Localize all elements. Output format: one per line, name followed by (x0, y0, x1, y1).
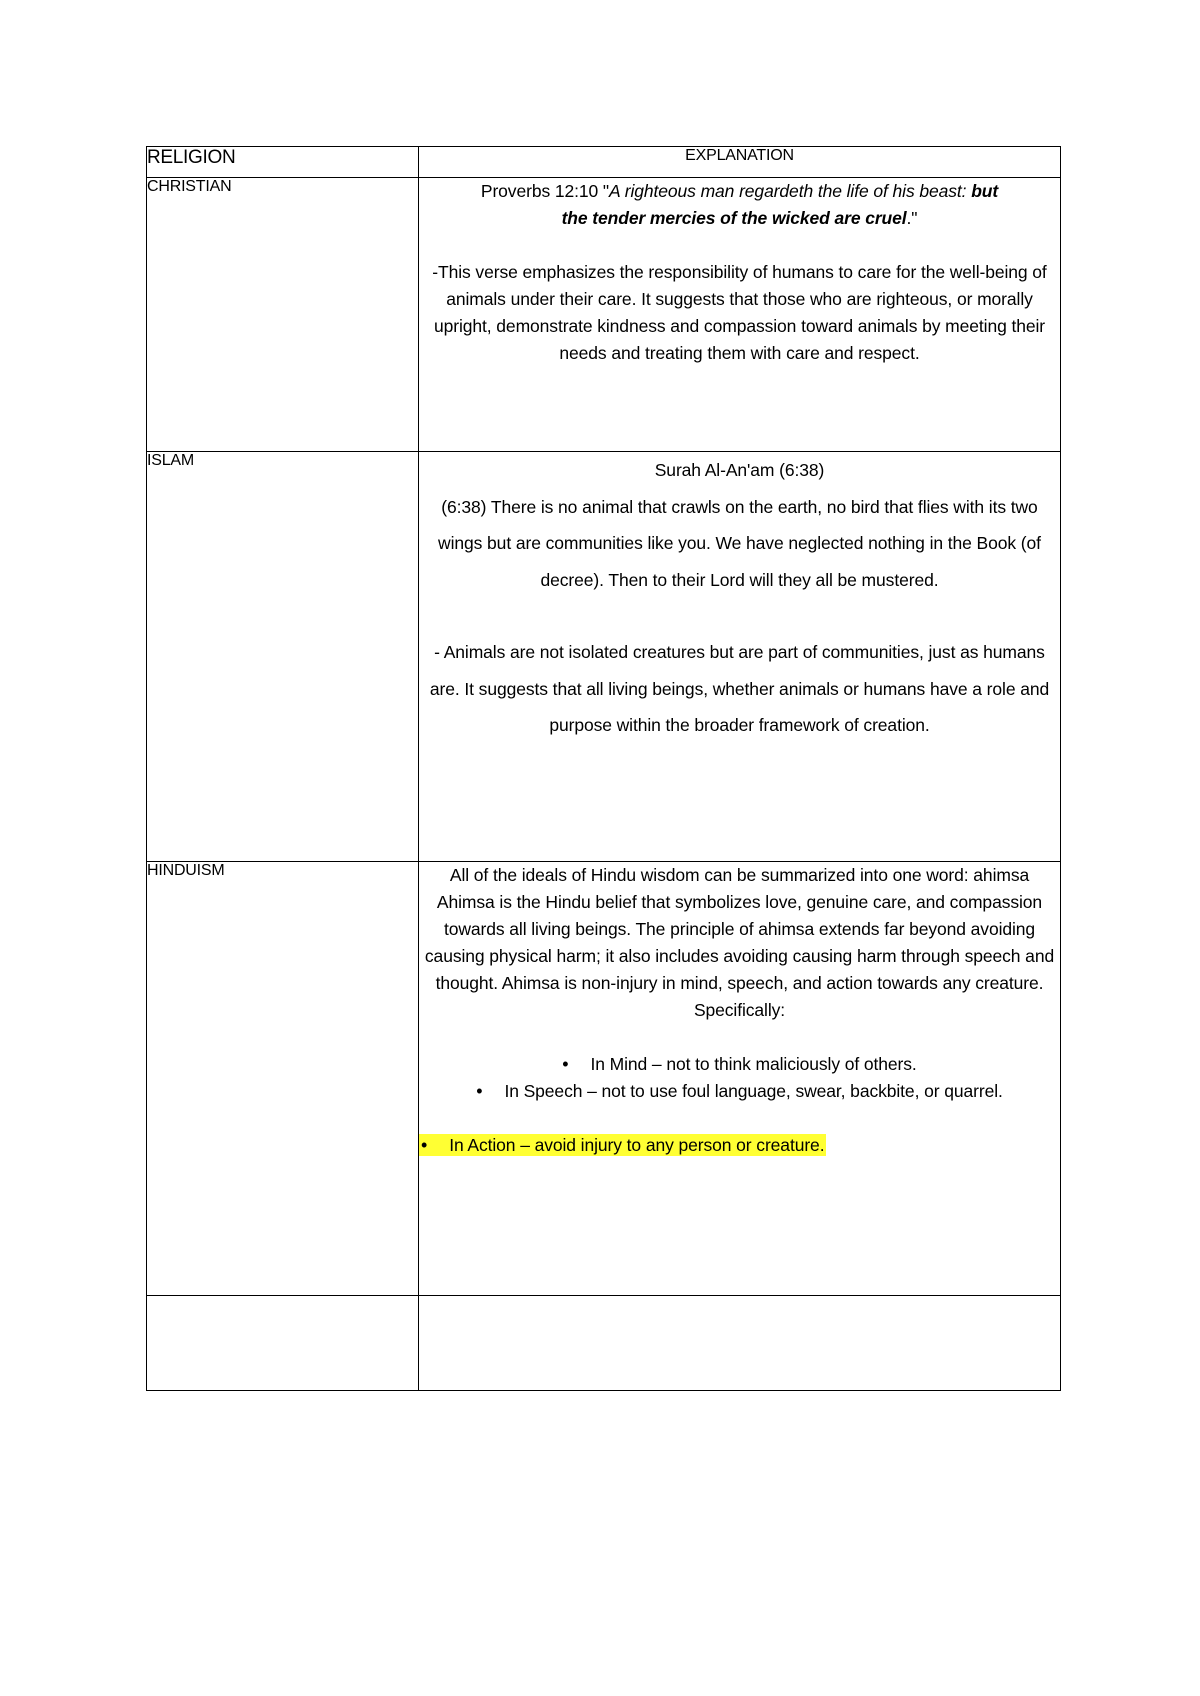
religion-name-christian: CHRISTIAN (147, 178, 419, 452)
table-header-row (147, 147, 1061, 178)
list-item (419, 1132, 1060, 1159)
verse-reference: Proverbs 12:10 " (480, 181, 610, 201)
bullet-text-mind: In Mind – not to think maliciously of others. (590, 1054, 917, 1074)
religion-table (146, 146, 1061, 1391)
bullet-icon: • (421, 1135, 428, 1155)
bullet-text-action: In Action – avoid injury to any person or creature. (449, 1135, 825, 1155)
ahimsa-list (419, 1051, 1060, 1159)
list-item (419, 1051, 1060, 1078)
hindu-explanation-text: Ahimsa is the Hindu belief that symbolizes love, genuine care, and compassion towards all living beings. The principle of ahimsa extends far beyond avoiding causing physical harm; it also includes avoiding causing harm through speech and thought. Ahimsa is non-injury in mind, speech, and action towards any creature. Specifically: (424, 892, 1055, 1020)
header-religion: RELIGION (147, 147, 419, 178)
islam-explanation-text: - Animals are not isolated creatures but are part of communities, just as humans are. It suggests that all living beings, whether animals or humans have a role and purpose within the broader framework of creation. (429, 642, 1050, 735)
table-row-hinduism (147, 862, 1061, 1296)
surah-title: Surah Al-An'am (6:38) (654, 460, 825, 480)
christian-verse (419, 178, 1060, 232)
verse-bold-text-1: but (971, 181, 999, 201)
religion-name-hinduism: HINDUISM (147, 862, 419, 1296)
list-item (419, 1078, 1060, 1105)
empty-explanation-cell (419, 1296, 1061, 1391)
surah-verse: (6:38) There is no animal that crawls on the earth, no bird that flies with its two wings but are communities like you. We have neglected nothing in the Book (of decree). Then to their Lord will they all be mustered. (438, 496, 1041, 590)
header-explanation: EXPLANATION (419, 147, 1061, 178)
explanation-christian (419, 178, 1061, 452)
explanation-hinduism (419, 862, 1061, 1296)
table-row-empty (147, 1296, 1061, 1391)
bullet-icon: • (476, 1081, 483, 1101)
table-row-christian (147, 178, 1061, 452)
hindu-intro: All of the ideals of Hindu wisdom can be summarized into one word: ahimsa (449, 865, 1030, 885)
verse-end: ." (906, 208, 918, 228)
table-row-islam (147, 452, 1061, 862)
bullet-text-speech: In Speech – not to use foul language, swear, backbite, or quarrel. (504, 1081, 1003, 1101)
highlighted-bullet (419, 1134, 826, 1156)
verse-bold-text-2: the tender mercies of the wicked are cruel (561, 208, 907, 228)
bullet-icon: • (562, 1054, 569, 1074)
explanation-islam (419, 452, 1061, 862)
christian-explanation-text: -This verse emphasizes the responsibility of humans to care for the well-being of animals under their care. It suggests that those who are righteous, or morally upright, demonstrate kindness and compassion toward animals by meeting their needs and treating them with care and respect. (432, 262, 1047, 363)
religion-name-islam: ISLAM (147, 452, 419, 862)
verse-italic-text: A righteous man regardeth the life of his beast: (609, 181, 972, 201)
empty-religion-cell (147, 1296, 419, 1391)
